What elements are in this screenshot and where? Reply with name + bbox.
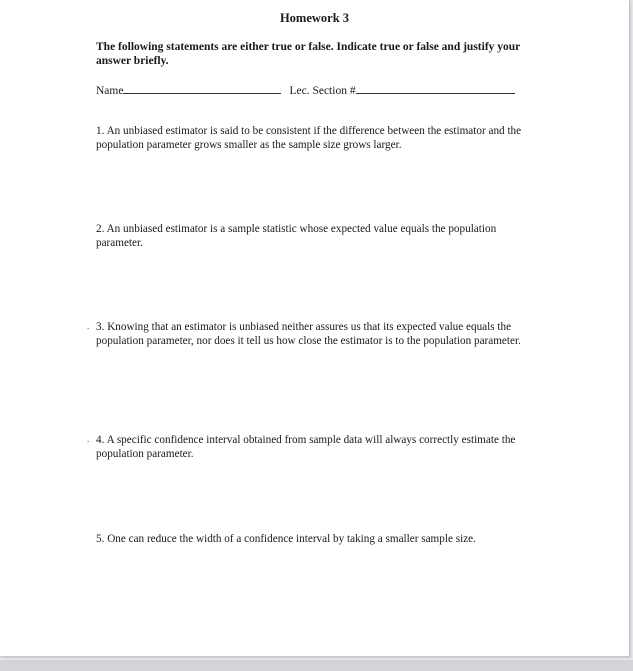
name-section-row (96, 82, 515, 97)
question-3-text: 3. Knowing that an estimator is unbiased neither assures us that its expected value equals the population parameter, nor does it tell us how close the estimator is to the population parameter. (96, 321, 521, 347)
section-label: Lec. Section # (289, 85, 356, 97)
bullet-mark: . (87, 434, 90, 444)
name-label: Name (96, 85, 124, 97)
bullet-mark: . (87, 321, 90, 331)
question-3 (87, 320, 534, 348)
viewer-bottom-bar (0, 660, 633, 671)
instructions: The following statements are either true or false. Indicate true or false and justify your answer briefly. (96, 41, 521, 67)
question-5: 5. One can reduce the width of a confidence interval by taking a smaller sample size. (96, 533, 476, 545)
page-title: Homework 3 (279, 11, 350, 25)
section-blank-line (356, 82, 515, 94)
question-4-text: 4. A specific confidence interval obtained from sample data will always correctly estimate the population parameter. (96, 434, 516, 460)
question-4 (87, 433, 534, 461)
question-1: 1. An unbiased estimator is said to be consistent if the difference between the estimator and the population parameter grows smaller as the sample size grows larger. (96, 125, 522, 151)
question-2: 2. An unbiased estimator is a sample statistic whose expected value equals the population parameter. (96, 223, 497, 249)
name-blank-line (123, 82, 281, 94)
